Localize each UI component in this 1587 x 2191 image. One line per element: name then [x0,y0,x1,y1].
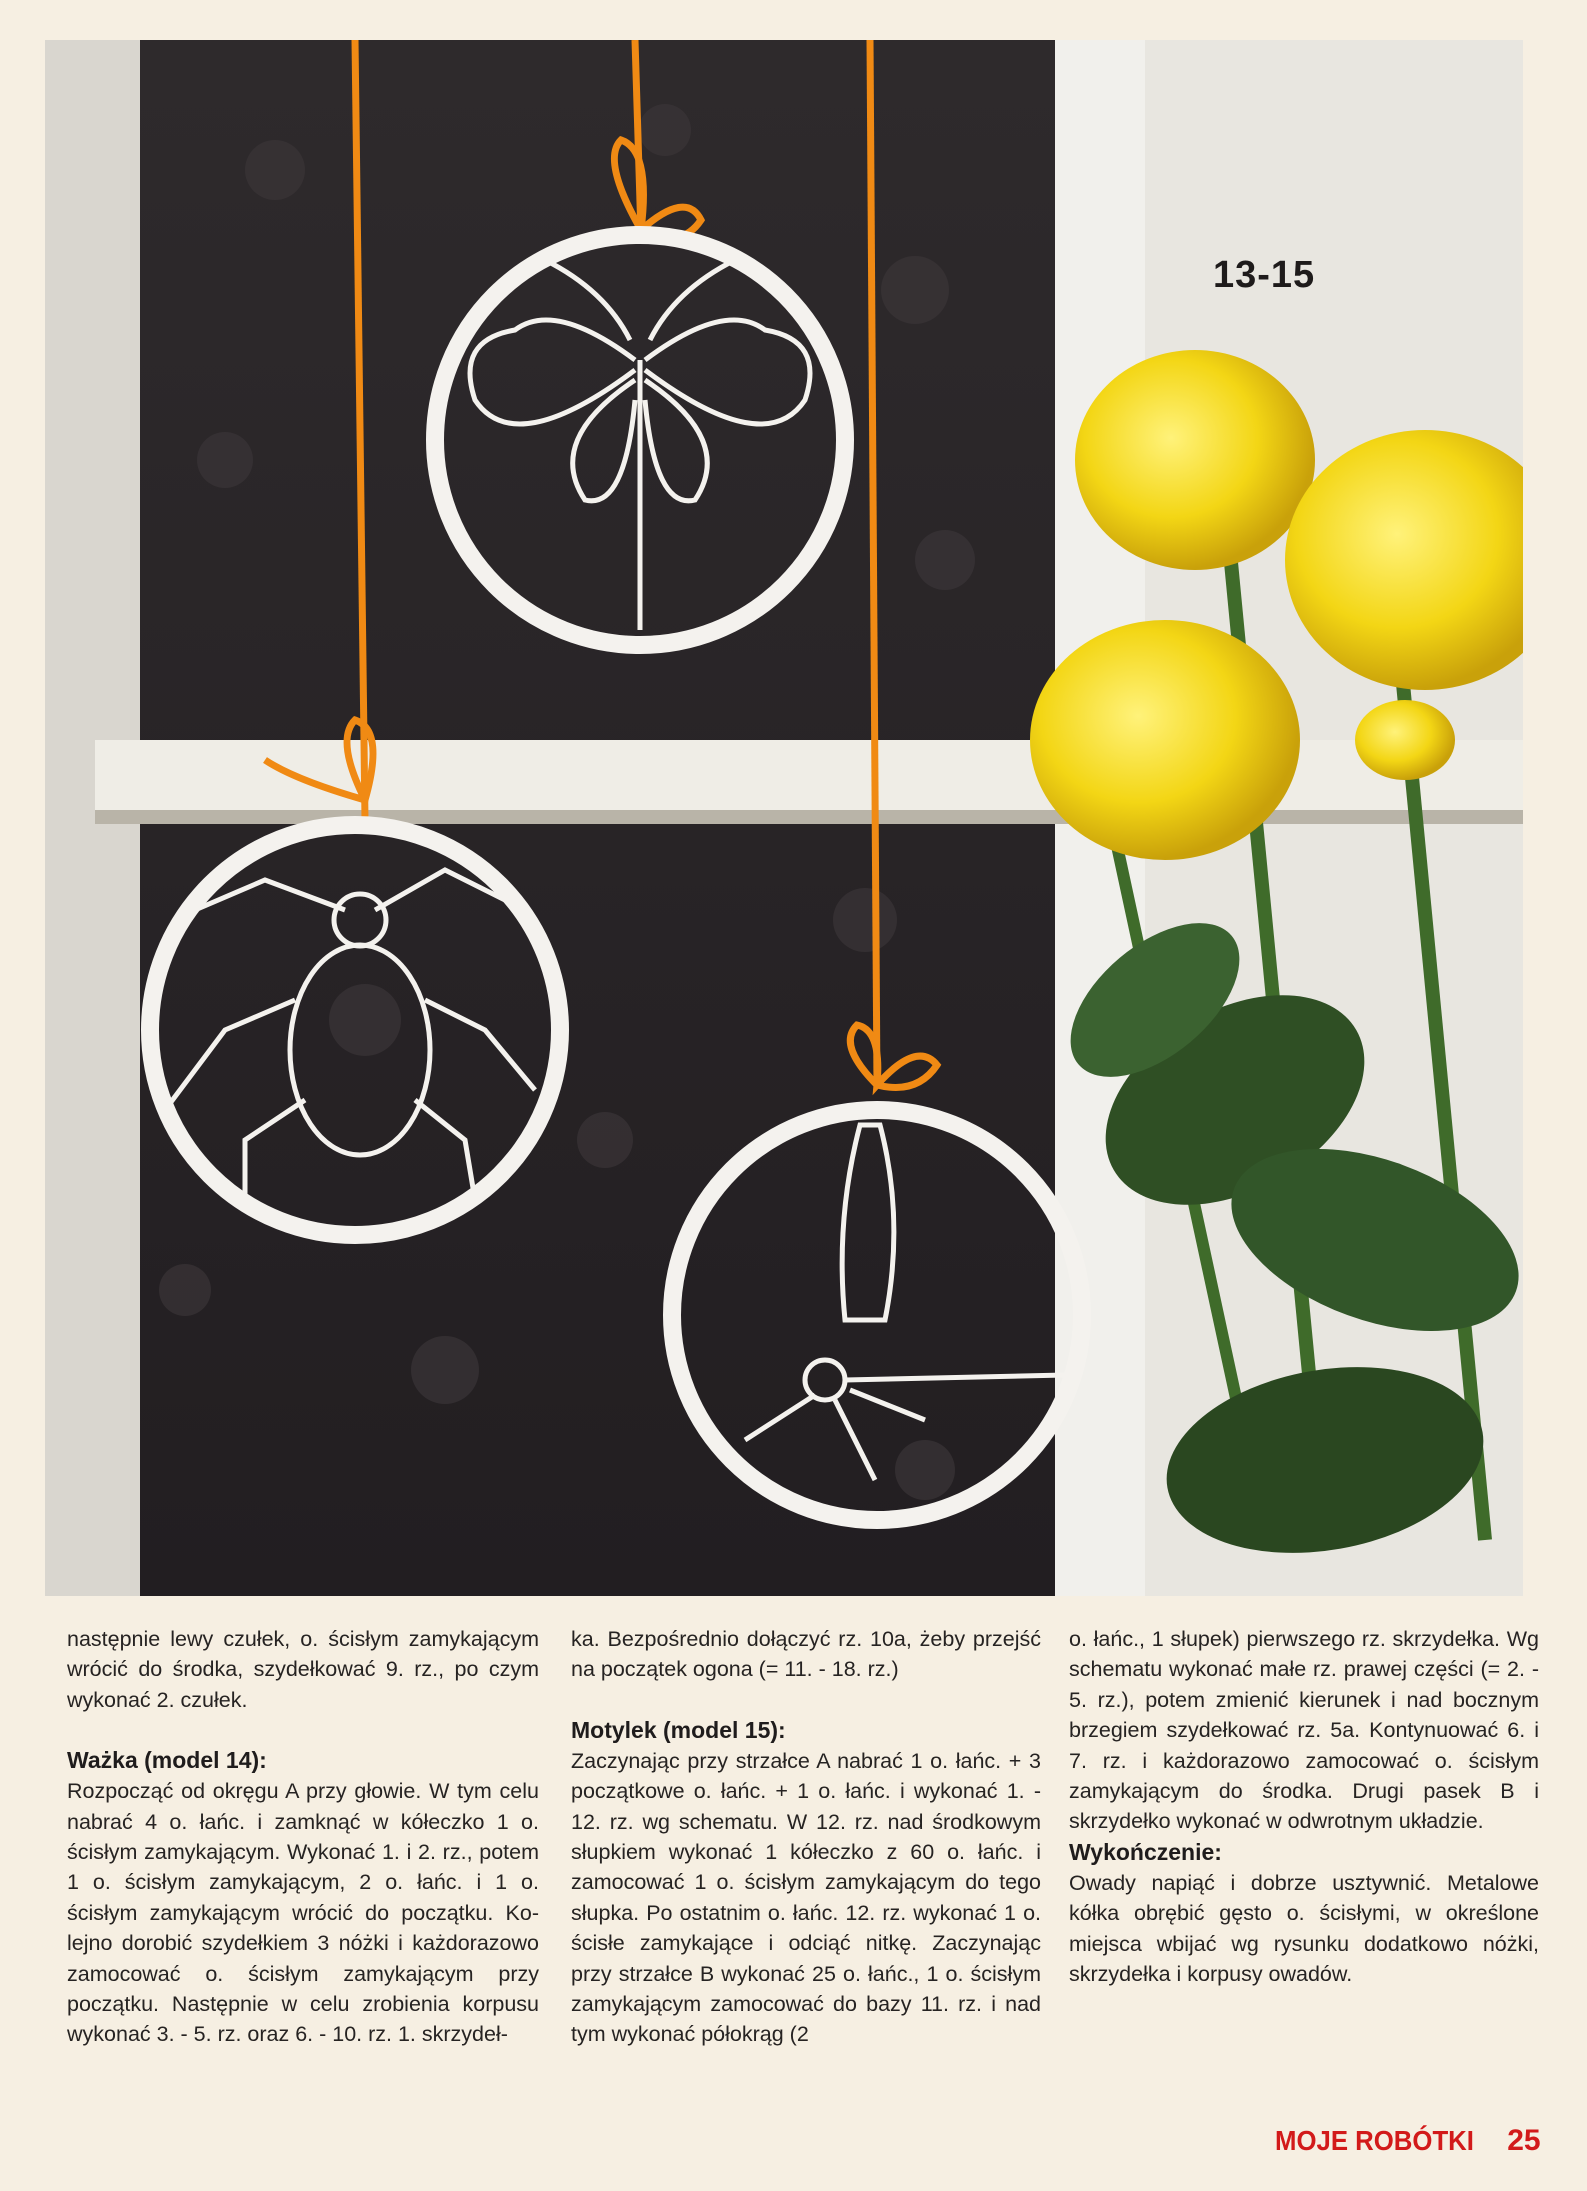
butterfly-instructions: Zaczynając przy strzałce A nabrać 1 o. łańc. + 3 początkowe o. łańc. + 1 o. łańc. i wykonać 1. - 12. rz. wg schematu. W 12. rz. nad środkowym słupkiem wykonać 1 kółeczko z 60 o. łańc. i zamocować 1 o. ścisłym zamykającym do tego słupka. Po ostatnim o. łańc. 12. rz. wykonać 1 o. ścisłe zamykające i odciąć nitkę. Zaczynając przy strzałce B wykonać 25 o. łańc., 1 o. ścisłym zamykającym zamocować do bazy 11. rz. i nad tym wykonać półokrąg (2 [571,1748,1041,2047]
column-3-intro: o. łańc., 1 słupek) pierwszego rz. skrzydełka. Wg schematu wykonać małe rz. prawej części (= 2. - 5. rz.), potem zmienić kierunek i nad bocznym brzegiem szydełkować rz. 5a. Kontynuować 6. i 7. rz. i każdorazowo zamocować o. ścisłym zamykającym do środka. Drugi pasek B i skrzydełko wykonać w odwrotnym układzie. [1069,1627,1539,1834]
column-2-intro: ka. Bezpośrednio dołączyć rz. 10a, żeby przejść na początek ogona (= 11. - 18. rz.) [571,1627,1041,1682]
text-column-1 [67,1624,539,2050]
model-number-label: 13-15 [1213,254,1316,296]
ornaments-photo [45,40,1523,1596]
finishing-instructions: Owady napiąć i dobrze usztywnić. Metalowe kółka obrębić gęsto o. ścisłymi, w określone miejsca wbijać wg rysunku dodatkowo nóżki, skrzydełka i korpusy owadów. [1069,1870,1539,1987]
butterfly-heading: Motylek (model 15): [571,1716,786,1743]
magazine-brand: MOJE ROBÓTKI [1275,2125,1474,2156]
column-1-intro: następnie lewy czułek, o. ścisłym zamykającym wrócić do środka, szydełkować 9. rz., po czym wykonać 2. czułek. [67,1627,539,1712]
text-column-3 [1069,1624,1539,1989]
finishing-heading: Wykończenie: [1069,1838,1222,1865]
dragonfly-instructions: Rozpocząć od okręgu A przy głowie. W tym celu nabrać 4 o. łańc. i zamknąć w kółeczko 1 o. ścisłym zamykającym. Wykonać 1. i 2. rz., potem 1 o. ścisłym zamykającym, 2 o. łańc. i 1 o. ścisłym zamykającym wrócić do początku. Kolejno dorobić szydełkiem 3 nóżki i każdorazowo zamocować o. ścisłym zamykającym przy początku. Następnie w celu zrobienia korpusu wykonać 3. - 5. rz. oraz 6. - 10. rz. 1. skrzydeł- [67,1779,539,2047]
dragonfly-heading: Ważka (model 14): [67,1747,267,1774]
page-number: 25 [1507,2124,1541,2157]
page-footer [1275,2124,1541,2158]
text-column-2 [571,1624,1041,2050]
